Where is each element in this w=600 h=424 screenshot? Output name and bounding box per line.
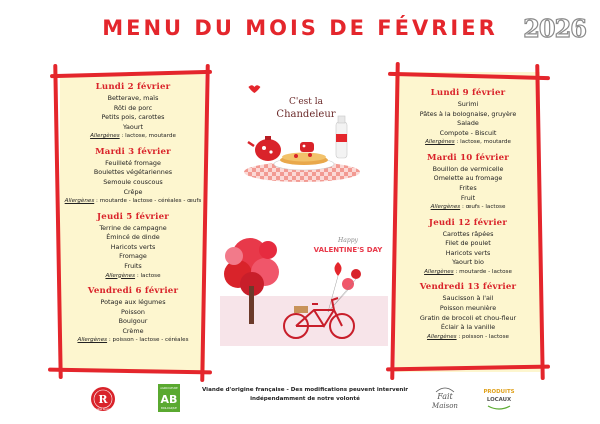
dish: Potage aux légumes [100,297,166,306]
dish: Boulgour [118,317,148,326]
ab-text: AB [160,393,178,406]
day-block [396,153,540,212]
allergens [396,138,540,146]
dish: Salade [457,119,479,128]
dish: Filet de poulet [445,239,491,248]
valentine-illustration [220,226,388,346]
chandeleur-line1: C'est la [288,97,324,107]
allergen-label: Allergènes [77,337,108,344]
chandeleur-line2: Chandeleur [276,109,336,120]
dish: Yaourt bio [452,258,484,267]
dish: Omelette au fromage [433,174,503,183]
allergen-list: : moutarde - lactose - céréales - œufs [94,198,202,205]
allergen-list: : lactose [135,272,161,279]
day-block [62,82,204,141]
dish: Feuilleté fromage [105,158,161,167]
dish: Gratin de brocoli et chou-fleur [419,313,517,322]
dish: Saucisson à l'ail [442,294,494,303]
allergen-list: : lactose, moutarde [119,133,176,140]
allergen-list: : poisson - lactose - céréales [107,337,189,344]
label-rouge-logo [90,386,116,412]
allergen-label: Allergènes [64,198,95,205]
allergen-list: : lactose, moutarde [454,139,511,146]
valentine-small-text: Happy [338,237,358,244]
allergens [62,272,204,280]
label-rouge-text: Label Rouge [95,408,111,411]
produits-locaux-line2: LOCAUX [486,397,512,403]
page-title: MENU DU MOIS DE FÉVRIER [102,16,498,40]
right-menu-column [396,88,540,347]
left-menu-column [62,82,204,351]
day-title: Vendredi 6 février [87,285,179,296]
day-title: Lundi 9 février [430,88,506,98]
allergen-label: Allergènes [427,333,457,340]
dish: Fruits [124,261,142,270]
footer-line1: Viande d'origine française - Des modifications peuvent intervenir [201,387,409,393]
day-title: Lundi 2 février [95,82,171,92]
svg-text:R: R [98,393,108,406]
allergen-label: Allergènes [425,139,455,146]
allergen-label: Allergènes [90,133,120,140]
day-block [62,147,204,206]
day-title: Vendredi 13 février [419,282,517,293]
day-block [62,286,204,345]
dish: Émincé de dinde [106,233,160,242]
dish: Surimi [457,100,479,108]
chandeleur-illustration [240,84,365,184]
day-title: Mardi 3 février [95,146,171,157]
allergens [396,203,540,211]
allergen-label: Allergènes [424,268,454,275]
dish: Haricots verts [445,248,491,257]
allergens [396,333,540,341]
day-title: Jeudi 5 février [97,211,169,222]
allergen-label: Allergènes [105,272,136,279]
day-block [396,282,540,341]
valentine-big-text: VALENTINE'S DAY [313,246,383,254]
dish: Betterave, maïs [107,94,159,102]
dish: Boulettes végétariennes [93,168,173,177]
fait-maison-line2: Maison [432,402,458,410]
year-badge: 2026 [523,14,586,43]
dish: Fruit [460,193,476,202]
dish: Terrine de campagne [99,223,167,232]
dish: Petits pois, carottes [101,113,165,122]
footer-line2: indépendamment de notre volonté [250,396,360,402]
produits-locaux-line1: PRODUITS [483,389,515,395]
dish: Yaourt [122,122,144,131]
dish: Carottes râpées [442,229,494,238]
dish: Poisson meunière [439,303,497,312]
dish: Pâtes à la bolognaise, gruyère [419,109,517,118]
allergen-label: Allergènes [430,204,461,211]
allergen-list: : poisson - lactose [456,333,509,340]
dish: Fromage [119,252,147,261]
day-block [396,88,540,147]
dish: Crêpe [123,187,143,196]
ab-top-text: AGRICULTURE [160,387,178,390]
dish: Bouillon de vermicelle [432,164,504,173]
day-block [62,212,204,280]
dish: Éclair à la vanille [440,323,496,332]
produits-locaux-logo [482,384,516,412]
day-title: Jeudi 12 février [428,217,508,228]
footer-notice [200,386,410,404]
allergens [62,336,204,344]
dish: Poisson [121,307,145,316]
allergens [62,197,204,205]
dish: Crème [122,326,144,335]
allergen-list: : œufs - lactose [460,204,506,211]
dish: Haricots verts [110,242,156,251]
ab-bottom-text: BIOLOGIQUE [161,407,177,410]
ab-bio-logo [158,384,180,412]
allergens [62,132,204,140]
fait-maison-logo [430,384,460,412]
dish: Semoule couscous [103,177,163,186]
dish: Compote - Biscuit [439,128,497,137]
fait-maison-line1: Fait [437,392,453,401]
allergen-list: : moutarde - lactose [453,268,512,275]
dish: Rôti de porc [113,103,153,112]
day-block [396,218,540,277]
allergens [396,268,540,276]
day-title: Mardi 10 février [427,152,509,163]
dish: Frites [459,183,477,192]
